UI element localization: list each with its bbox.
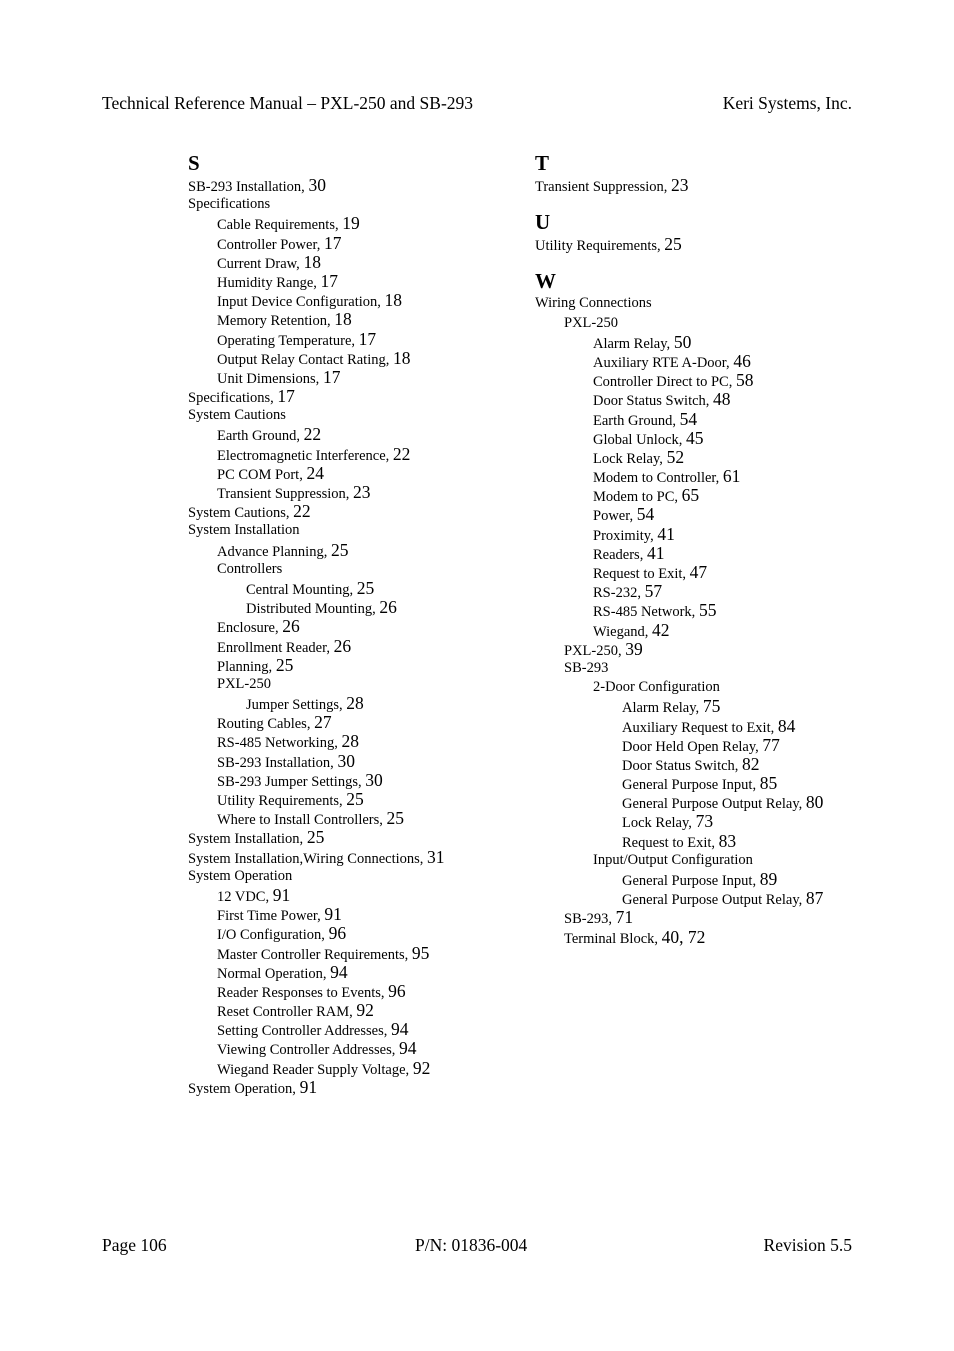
index-entry xyxy=(188,752,508,771)
entry-page-ref[interactable]: 25 xyxy=(306,827,325,848)
entry-page-ref[interactable]: 18 xyxy=(393,347,411,368)
footer-revision: Revision 5.5 xyxy=(763,1235,852,1255)
section-letter: U xyxy=(535,210,551,235)
index-entry xyxy=(535,601,875,620)
entry-term: Enrollment Reader, xyxy=(217,639,330,656)
entry-page-ref[interactable]: 42 xyxy=(652,619,670,640)
entry-term: Jumper Settings, xyxy=(246,697,343,714)
index-entry xyxy=(188,886,508,905)
index-entry xyxy=(535,793,875,812)
index-entry xyxy=(188,406,508,425)
index-entry xyxy=(188,291,508,310)
entry-term: Setting Controller Addresses, xyxy=(217,1023,388,1040)
index-entry xyxy=(188,675,508,694)
index-entry xyxy=(188,502,508,521)
index-entry xyxy=(188,310,508,329)
entry-term: Reset Controller RAM, xyxy=(217,1004,353,1021)
entry-term: Utility Requirements, xyxy=(535,238,661,255)
entry-page-ref[interactable]: 92 xyxy=(412,1057,431,1078)
index-entry xyxy=(188,848,508,867)
entry-page-ref[interactable]: 30 xyxy=(308,175,326,195)
entry-term: RS-485 Network, xyxy=(593,604,696,621)
entry-page-ref[interactable]: 26 xyxy=(282,616,300,637)
entry-page-ref[interactable]: 23 xyxy=(353,482,371,502)
entry-page-ref[interactable]: 30 xyxy=(365,769,383,790)
index-entry xyxy=(188,1059,508,1078)
index-entry xyxy=(188,809,508,828)
entry-page-ref[interactable]: 83 xyxy=(718,830,737,851)
index-section xyxy=(188,150,508,1097)
entry-page-ref[interactable]: 17 xyxy=(322,366,341,387)
index-entry xyxy=(535,870,875,889)
entry-term: RS-485 Networking, xyxy=(217,735,338,752)
entry-page-ref[interactable]: 40, 72 xyxy=(661,926,706,947)
entry-page-ref[interactable]: 39 xyxy=(625,638,643,659)
entry-page-ref[interactable]: 28 xyxy=(341,731,359,752)
entry-page-ref[interactable]: 22 xyxy=(293,501,311,522)
entry-term: Controllers xyxy=(217,560,283,577)
entry-page-ref[interactable]: 57 xyxy=(644,581,663,602)
entry-term: Planning, xyxy=(217,658,273,675)
index-entry xyxy=(188,924,508,943)
entry-page-ref[interactable]: 24 xyxy=(306,462,324,483)
entry-term: Memory Retention, xyxy=(217,313,331,330)
index-entry xyxy=(535,525,875,544)
entry-page-ref[interactable]: 77 xyxy=(762,734,780,755)
index-entry xyxy=(535,774,875,793)
entry-page-ref[interactable]: 25 xyxy=(386,808,405,829)
entry-page-ref[interactable]: 91 xyxy=(324,904,342,925)
entry-page-ref[interactable]: 25 xyxy=(664,234,682,255)
entry-page-ref[interactable]: 41 xyxy=(646,542,665,563)
index-entry xyxy=(188,656,508,675)
entry-term: Specifications, xyxy=(188,390,274,407)
entry-page-ref[interactable]: 91 xyxy=(299,1076,318,1097)
index-entry xyxy=(188,1039,508,1058)
entry-term: PC COM Port, xyxy=(217,466,303,483)
entry-term: Unit Dimensions, xyxy=(217,370,320,387)
entry-term: Auxiliary RTE A-Door, xyxy=(593,354,730,371)
entry-term: System Operation xyxy=(188,867,293,884)
index-entry xyxy=(188,598,508,617)
entry-page-ref[interactable]: 22 xyxy=(392,443,411,464)
entry-page-ref[interactable]: 94 xyxy=(330,961,348,982)
index-entry xyxy=(188,483,508,502)
entry-term: Electromagnetic Interference, xyxy=(217,447,390,464)
index-entry xyxy=(188,541,508,560)
entry-page-ref[interactable]: 26 xyxy=(333,635,352,656)
entry-page-ref[interactable]: 17 xyxy=(277,386,295,407)
index-entry xyxy=(188,1078,508,1097)
entry-term: Proximity, xyxy=(593,527,654,544)
entry-term: Auxiliary Request to Exit, xyxy=(622,719,775,736)
entry-page-ref[interactable]: 18 xyxy=(303,251,321,272)
index-entry xyxy=(188,234,508,253)
index-entry xyxy=(535,928,875,947)
entry-term: Viewing Controller Addresses, xyxy=(217,1042,396,1059)
entry-page-ref[interactable]: 91 xyxy=(272,884,291,905)
entry-term: System Cautions, xyxy=(188,505,290,522)
entry-page-ref[interactable]: 23 xyxy=(671,175,689,195)
entry-term: Operating Temperature, xyxy=(217,332,356,349)
index-entry xyxy=(188,521,508,540)
entry-term: Central Mounting, xyxy=(246,581,354,598)
entry-page-ref[interactable]: 58 xyxy=(735,370,754,391)
entry-page-ref[interactable]: 75 xyxy=(702,696,721,717)
entry-page-ref[interactable]: 28 xyxy=(346,693,364,714)
entry-term: General Purpose Input, xyxy=(622,873,757,889)
entry-term: Specifications xyxy=(188,196,271,213)
entry-term: Output Relay Contact Rating, xyxy=(217,351,390,368)
entry-term: Input Device Configuration, xyxy=(217,294,381,311)
entry-page-ref[interactable]: 95 xyxy=(411,942,430,963)
entry-page-ref[interactable]: 80 xyxy=(805,792,824,813)
entry-term: Alarm Relay, xyxy=(593,335,671,352)
entry-page-ref[interactable]: 27 xyxy=(314,712,332,733)
index-entry xyxy=(188,944,508,963)
index-entry xyxy=(535,314,875,333)
index-entry xyxy=(188,790,508,809)
index-entry xyxy=(188,1001,508,1020)
index-entry xyxy=(188,637,508,656)
index-entry xyxy=(535,832,875,851)
entry-page-ref[interactable]: 41 xyxy=(657,523,675,544)
entry-page-ref[interactable]: 85 xyxy=(759,773,778,794)
entry-term: 12 VDC, xyxy=(217,888,270,905)
entry-page-ref[interactable]: 48 xyxy=(713,389,731,410)
entry-page-ref[interactable]: 45 xyxy=(686,427,704,448)
index-entry xyxy=(188,963,508,982)
entry-term: Global Unlock, xyxy=(593,431,683,448)
index-column-left xyxy=(188,150,508,1111)
entry-term: System Installation,Wiring Connections, xyxy=(188,850,424,867)
entry-term: PXL-250, xyxy=(564,642,622,659)
index-entry xyxy=(535,448,875,467)
index-entry xyxy=(535,486,875,505)
entry-page-ref[interactable]: 22 xyxy=(303,424,322,445)
entry-term: RS-232, xyxy=(593,585,641,602)
index-entry xyxy=(188,732,508,751)
index-entry xyxy=(535,582,875,601)
index-entry xyxy=(188,905,508,924)
entry-term: Modem to Controller, xyxy=(593,470,720,487)
index-entry xyxy=(188,330,508,349)
index-entry xyxy=(535,621,875,640)
entry-term: Transient Suppression, xyxy=(217,486,350,502)
entry-page-ref[interactable]: 19 xyxy=(342,213,360,234)
index-entry xyxy=(188,214,508,233)
entry-term: SB-293 Installation, xyxy=(217,754,334,771)
entry-page-ref[interactable]: 71 xyxy=(615,907,634,928)
entry-term: SB-293 xyxy=(564,659,609,676)
entry-page-ref[interactable]: 25 xyxy=(330,539,349,560)
entry-term: Door Status Switch, xyxy=(593,393,710,410)
entry-page-ref[interactable]: 84 xyxy=(777,715,796,736)
entry-page-ref[interactable]: 87 xyxy=(805,888,824,909)
entry-term: PXL-250 xyxy=(217,675,271,692)
index-entry xyxy=(188,617,508,636)
entry-page-ref[interactable]: 52 xyxy=(666,446,685,467)
index-entry xyxy=(188,387,508,406)
entry-term: SB-293, xyxy=(564,911,612,928)
entry-term: SB-293 Installation, xyxy=(188,179,305,195)
entry-term: SB-293 Jumper Settings, xyxy=(217,773,362,790)
entry-page-ref[interactable]: 82 xyxy=(742,753,760,774)
entry-page-ref[interactable]: 17 xyxy=(323,232,342,253)
index-entry xyxy=(188,560,508,579)
index-entry xyxy=(188,828,508,847)
entry-term: Earth Ground, xyxy=(217,428,300,445)
index-entry xyxy=(188,982,508,1001)
index-entry xyxy=(535,640,875,659)
index-entry xyxy=(535,697,875,716)
entry-term: Controller Direct to PC, xyxy=(593,374,733,391)
entry-term: Utility Requirements, xyxy=(217,793,343,809)
index-entry xyxy=(188,425,508,444)
section-letter: T xyxy=(535,151,550,175)
entry-page-ref[interactable]: 30 xyxy=(337,750,355,771)
entry-page-ref[interactable]: 31 xyxy=(427,846,445,867)
index-entry xyxy=(188,445,508,464)
index-entry xyxy=(535,544,875,563)
entry-page-ref[interactable]: 17 xyxy=(358,328,377,349)
entry-term: Lock Relay, xyxy=(593,450,663,467)
index-entry xyxy=(535,333,875,352)
section-letter: W xyxy=(535,269,556,294)
index-column-right xyxy=(535,150,875,961)
index-entry xyxy=(535,505,875,524)
index-entry xyxy=(535,889,875,908)
entry-term: Wiegand Reader Supply Voltage, xyxy=(217,1061,410,1078)
entry-term: General Purpose Output Relay, xyxy=(622,892,803,909)
entry-page-ref[interactable]: 94 xyxy=(398,1038,417,1059)
entry-page-ref[interactable]: 54 xyxy=(679,408,698,429)
entry-page-ref[interactable]: 25 xyxy=(275,654,294,675)
entry-page-ref[interactable]: 26 xyxy=(379,597,397,618)
index-entry xyxy=(188,272,508,291)
entry-term: Earth Ground, xyxy=(593,412,676,429)
entry-page-ref[interactable]: 92 xyxy=(356,1000,374,1021)
index-entry xyxy=(188,464,508,483)
index-entry xyxy=(535,678,875,697)
index-entry xyxy=(535,812,875,831)
entry-term: 2-Door Configuration xyxy=(593,679,720,696)
section-letter: S xyxy=(188,151,200,175)
entry-term: System Installation, xyxy=(188,831,304,848)
entry-term: Normal Operation, xyxy=(217,965,327,982)
entry-term: Lock Relay, xyxy=(622,815,692,832)
index-entry xyxy=(535,294,875,313)
entry-term: Alarm Relay, xyxy=(622,700,700,717)
index-entry xyxy=(188,195,508,214)
index-entry xyxy=(188,349,508,368)
index-entry xyxy=(188,579,508,598)
index-entry xyxy=(188,1020,508,1039)
index-entry xyxy=(535,176,875,195)
index-entry xyxy=(535,429,875,448)
header-company: Keri Systems, Inc. xyxy=(722,93,852,113)
footer-page-number: Page 106 xyxy=(102,1235,167,1255)
entry-page-ref[interactable]: 17 xyxy=(320,270,339,291)
index-entry xyxy=(535,235,875,254)
entry-term: Power, xyxy=(593,508,634,525)
entry-term: Modem to PC, xyxy=(593,489,678,506)
index-entry xyxy=(535,659,875,678)
entry-page-ref[interactable]: 73 xyxy=(695,811,714,832)
index-entry xyxy=(188,713,508,732)
entry-term: Distributed Mounting, xyxy=(246,601,376,618)
entry-term: System Installation xyxy=(188,522,300,539)
entry-term: First Time Power, xyxy=(217,908,321,925)
entry-page-ref[interactable]: 50 xyxy=(673,331,692,352)
index-entry xyxy=(535,851,875,870)
entry-term: Door Held Open Relay, xyxy=(622,738,759,755)
entry-term: Where to Install Controllers, xyxy=(217,812,383,829)
entry-page-ref[interactable]: 89 xyxy=(759,869,778,889)
entry-page-ref[interactable]: 25 xyxy=(356,577,375,598)
entry-page-ref[interactable]: 25 xyxy=(346,789,364,809)
entry-term: Transient Suppression, xyxy=(535,179,668,195)
entry-page-ref[interactable]: 46 xyxy=(733,350,751,371)
entry-page-ref[interactable]: 65 xyxy=(681,485,700,506)
index-section xyxy=(535,150,875,195)
index-entry xyxy=(535,371,875,390)
index-entry xyxy=(188,867,508,886)
index-entry xyxy=(188,694,508,713)
entry-term: I/O Configuration, xyxy=(217,927,325,944)
entry-page-ref[interactable]: 94 xyxy=(391,1019,409,1040)
entry-page-ref[interactable]: 54 xyxy=(636,504,655,525)
index-entry xyxy=(188,253,508,272)
entry-page-ref[interactable]: 61 xyxy=(722,466,741,487)
entry-term: Routing Cables, xyxy=(217,716,311,733)
entry-term: Cable Requirements, xyxy=(217,217,339,234)
entry-term: Terminal Block, xyxy=(564,930,659,947)
entry-term: System Operation, xyxy=(188,1080,296,1097)
entry-term: Request to Exit, xyxy=(622,834,716,851)
entry-page-ref[interactable]: 18 xyxy=(334,309,352,330)
entry-term: System Cautions xyxy=(188,407,286,424)
index-entry xyxy=(535,563,875,582)
entry-term: Reader Responses to Events, xyxy=(217,984,385,1001)
index-entry xyxy=(188,771,508,790)
header-title: Technical Reference Manual – PXL-250 and SB-293 xyxy=(102,93,474,113)
index-entry xyxy=(535,467,875,486)
index-entry xyxy=(188,368,508,387)
index-entry xyxy=(535,410,875,429)
entry-page-ref[interactable]: 96 xyxy=(328,923,347,944)
entry-term: Controller Power, xyxy=(217,236,321,253)
entry-term: General Purpose Output Relay, xyxy=(622,796,803,813)
index-entry xyxy=(535,717,875,736)
entry-term: Input/Output Configuration xyxy=(593,851,753,868)
entry-page-ref[interactable]: 18 xyxy=(384,290,403,311)
index-entry xyxy=(535,736,875,755)
entry-term: Master Controller Requirements, xyxy=(217,946,409,963)
entry-page-ref[interactable]: 96 xyxy=(388,980,406,1001)
entry-term: General Purpose Input, xyxy=(622,777,757,794)
entry-term: Wiegand, xyxy=(593,623,649,640)
entry-term: Request to Exit, xyxy=(593,566,687,582)
footer-part-number: P/N: 01836-004 xyxy=(415,1235,528,1255)
entry-term: Enclosure, xyxy=(217,620,279,637)
index-section xyxy=(535,268,875,946)
entry-term: Wiring Connections xyxy=(535,295,652,312)
entry-term: PXL-250 xyxy=(564,314,618,331)
index-entry xyxy=(188,176,508,195)
index-entry xyxy=(535,390,875,409)
index-entry xyxy=(535,755,875,774)
index-entry xyxy=(535,352,875,371)
entry-term: Current Draw, xyxy=(217,255,300,272)
entry-term: Advance Planning, xyxy=(217,543,328,560)
entry-page-ref[interactable]: 47 xyxy=(689,562,708,582)
index-entry xyxy=(535,908,875,927)
entry-term: Door Status Switch, xyxy=(622,757,739,774)
entry-term: Readers, xyxy=(593,546,644,563)
entry-term: Humidity Range, xyxy=(217,274,317,291)
entry-page-ref[interactable]: 55 xyxy=(698,600,717,621)
index-section xyxy=(535,209,875,254)
